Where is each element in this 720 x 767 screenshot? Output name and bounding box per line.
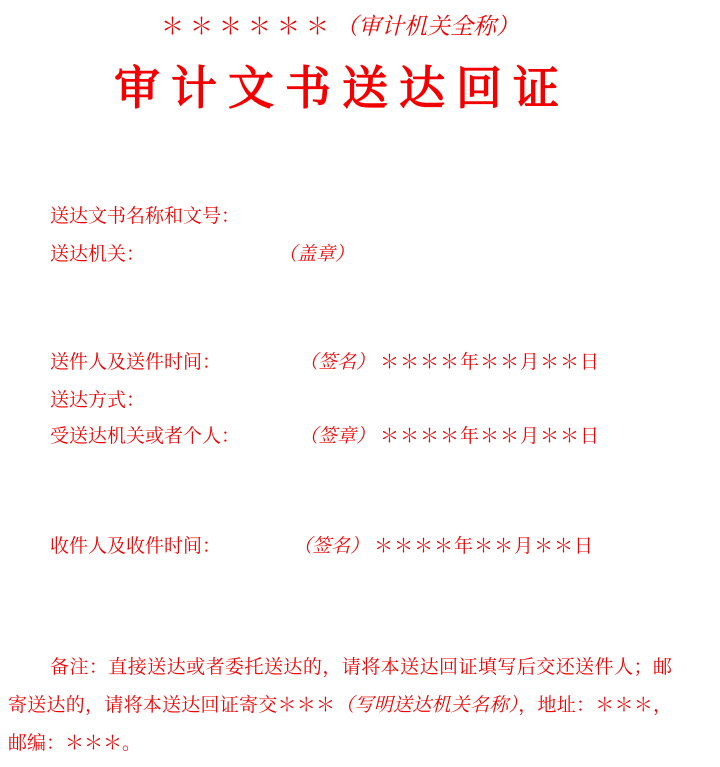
doc-name-label: 送达文书名称和文号： [50, 205, 241, 227]
sender-org-label: 送达机关： [50, 243, 146, 265]
receiver-org-line [50, 422, 240, 450]
sender-org-line [50, 240, 145, 268]
receiver-sign-hint: （签章） [299, 425, 376, 447]
doc-name-line [50, 202, 240, 230]
remark-text-1: 备注：直接送达或者委托送达的，请将本送达回证填写后交还送件人；邮寄送达的，请将本送达回证寄交＊＊＊ [8, 656, 672, 716]
org-name-hint: （审计机关全称） [335, 14, 519, 40]
seal-hint: （盖章） [278, 243, 355, 265]
document-title: 审计文书送达回证 [114, 61, 570, 115]
remark-text-2: ，地址：＊＊＊，邮编：＊＊＊。 [8, 694, 672, 754]
recipient-line [50, 532, 221, 560]
method-label: 送达方式： [50, 389, 146, 411]
org-name-line [0, 10, 680, 44]
recipient-date: ＊＊＊＊年＊＊月＊＊日 [374, 535, 595, 557]
sender-date: ＊＊＊＊年＊＊月＊＊日 [380, 351, 601, 373]
recipient-label: 收件人及收件时间： [50, 535, 222, 557]
recipient-sign-hint: （签名） [293, 535, 370, 557]
receiver-date: ＊＊＊＊年＊＊月＊＊日 [380, 425, 601, 447]
sender-label: 送件人及送件时间： [50, 351, 222, 373]
method-line [50, 386, 145, 414]
org-name-placeholder: ＊＊＊＊＊＊ [161, 14, 335, 40]
remark-org-hint: （写明送达机关名称） [335, 694, 519, 716]
receiver-org-label: 受送达机关或者个人： [50, 425, 241, 447]
sender-sign-hint: （签名） [299, 351, 376, 373]
remark-note [8, 648, 672, 762]
sender-line [50, 348, 221, 376]
